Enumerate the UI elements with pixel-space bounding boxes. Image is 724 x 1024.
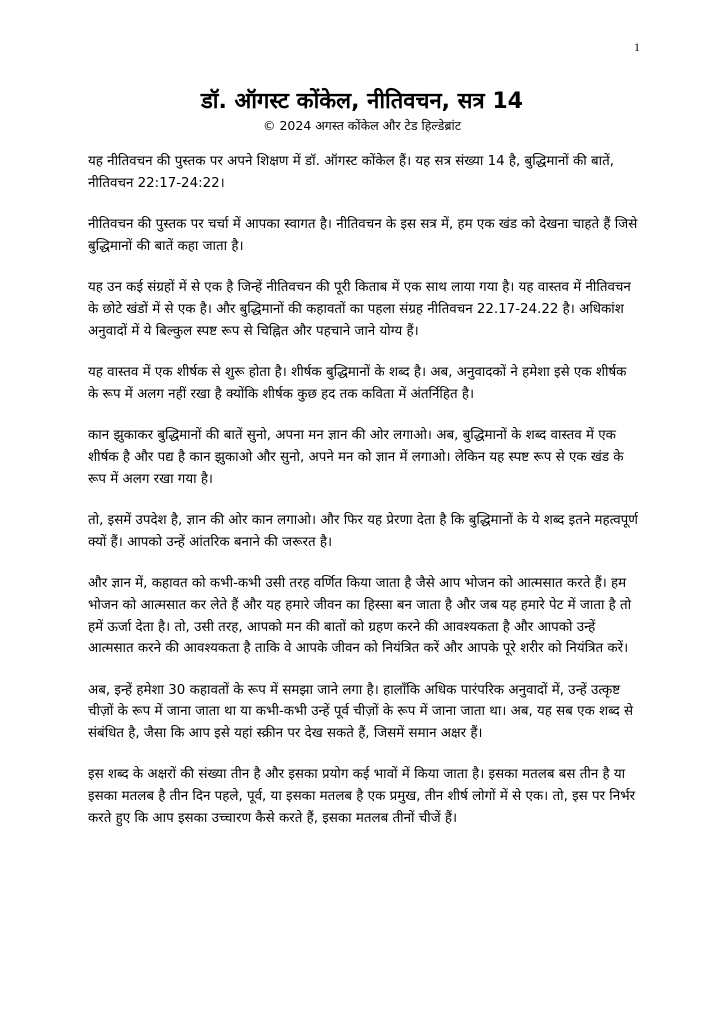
document-header <box>88 88 636 135</box>
paragraph: और ज्ञान में, कहावत को कभी-कभी उसी तरह वर्णित किया जाता है जैसे आप भोजन को आत्मसात करते हैं। हम भोजन को आत्मसात कर लेते हैं और यह हमारे जीवन का हिस्सा बन जाता है और जब यह हमारे पेट में जाता है तो हमें ऊर्जा देता है। तो, उसी तरह, आपको मन की बातों को ग्रहण करने की आवश्यकता है और आपको उन्हें आत्मसात करने की आवश्यकता है ताकि वे आपके जीवन को नियंत्रित करें और आपके पूरे शरीर को नियंत्रित करें। <box>88 576 632 657</box>
paragraph: यह वास्तव में एक शीर्षक से शुरू होता है। शीर्षक बुद्धिमानों के शब्द है। अब, अनुवादकों ने हमेशा इसे एक शीर्षक के रूप में अलग नहीं रखा है क्योंकि शीर्षक कुछ हद तक कविता में अंतर्निहित है। <box>88 365 627 402</box>
paragraph: इस शब्द के अक्षरों की संख्या तीन है और इसका प्रयोग कई भावों में किया जाता है। इसका मतलब बस तीन है या इसका मतलब है तीन दिन पहले, पूर्व, या इसका मतलब है एक प्रमुख, तीन शीर्ष लोगों में से एक। तो, इस पर निर्भर करते हुए कि आप इसका उच्चारण कैसे करते हैं, इसका मतलब तीनों चीजें हैं। <box>88 767 636 826</box>
copyright-line: © 2024 अगस्त कोंकेल और टेड हिल्डेब्रांट <box>262 118 461 133</box>
paragraph: यह उन कई संग्रहों में से एक है जिन्हें नीतिवचन की पूरी किताब में एक साथ लाया गया है। यह वास्तव में नीतिवचन के छोटे खंडों में से एक है। और बुद्धिमानों की कहावतों का पहला संग्रह नीतिवचन 22.17-24.22 है। अधिकांश अनुवादों में ये बिल्कुल स्पष्ट रूप से चिह्नित और पहचाने जाने योग्य हैं। <box>88 280 631 339</box>
paragraph: कान झुकाकर बुद्धिमानों की बातें सुनो, अपना मन ज्ञान की ओर लगाओ। अब, बुद्धिमानों के शब्द वास्तव में एक शीर्षक है और पद्य है कान झुकाओ और सुनो, अपने मन को ज्ञान में लगाओ। लेकिन यह स्पष्ट रूप से एक खंड के रूप में अलग रखा गया है। <box>88 428 624 487</box>
paragraph: तो, इसमें उपदेश है, ज्ञान की ओर कान लगाओ। और फिर यह प्रेरणा देता है कि बुद्धिमानों के ये शब्द इतने महत्वपूर्ण क्यों हैं। आपको उन्हें आंतरिक बनाने की जरूरत है। <box>88 513 638 550</box>
document-title: डॉ. ऑगस्ट कोंकेल, नीतिवचन, सत्र 14 <box>201 89 523 114</box>
document-body <box>88 151 640 849</box>
paragraph: यह नीतिवचन की पुस्तक पर अपने शिक्षण में डॉ. ऑगस्ट कोंकेल हैं। यह सत्र संख्या 14 है, बुद्धिमानों की बातें, नीतिवचन 22:17-24:22। <box>88 154 615 191</box>
page-number: 1 <box>634 40 640 54</box>
paragraph: नीतिवचन की पुस्तक पर चर्चा में आपका स्वागत है। नीतिवचन के इस सत्र में, हम एक खंड को देखना चाहते हैं जिसे बुद्धिमानों की बातें कहा जाता है। <box>88 217 638 254</box>
paragraph: अब, इन्हें हमेशा 30 कहावतों के रूप में समझा जाने लगा है। हालाँकि अधिक पारंपरिक अनुवादों में, उन्हें उत्कृष्ट चीज़ों के रूप में जाना जाता था या कभी-कभी उन्हें पूर्व चीज़ों के रूप में जाना जाता था। अब, यह सब एक शब्द से संबंधित है, जैसा कि आप इसे यहां स्क्रीन पर देख सकते हैं, जिसमें समान अक्षर हैं। <box>88 682 634 741</box>
